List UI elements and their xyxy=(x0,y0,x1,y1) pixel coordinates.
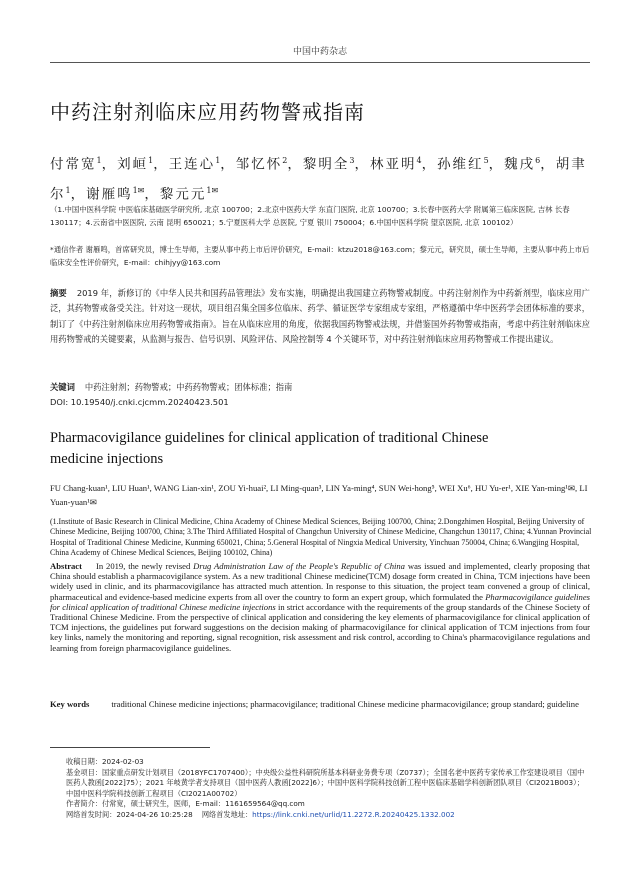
funding: 基金项目：国家重点研发计划项目（2018YFC1707400）；中央级公益性科研院所基本科研业务费专项（Z0737）；全国名老中医药专家传承工作室建设项目（国中医药人教函[2022]75）；2021 年岐黄学者支持项目（国中医药人教函[2022]6）；中国中医科学院科技创新工程中医临床基础学科创新团队项目（CI2021B003）；中国中医科学院科技创新工程项目（CI2021A00702） xyxy=(66,767,585,798)
chinese-author: 邹忆怀 xyxy=(235,156,283,173)
author-affiliation-mark: 3 xyxy=(349,156,355,165)
english-abstract-italic1: Drug Administration Law of the People's Republic of China xyxy=(193,561,405,571)
author-affiliation-mark: 1 xyxy=(96,156,102,165)
author-affiliation-mark: 4 xyxy=(416,156,422,165)
online-publication xyxy=(66,810,590,821)
author-affiliation-mark: 1 xyxy=(215,156,221,165)
chinese-author: 刘峘 xyxy=(117,156,149,173)
author-affiliation-mark: 1✉ xyxy=(132,185,145,195)
author-affiliation-mark: 1 xyxy=(148,156,154,165)
chinese-author: 孙维红 xyxy=(437,156,484,173)
english-abstract-part2: was issued and implemented, clearly proposing that China should establish a pharmacovigilance system. As a new traditional Chinese medicine(TCM) dosage form created in China, TCM injections have been widely used in clinic, and its pharmacovigilance has attracted much attention. In response to this situation, the project team convened a group of clinical, pharmaceutical and evidence-based medicine experts from all over the country to form an expert group, which formulated the xyxy=(50,561,591,602)
online-time: 2024-04-26 10:25:28 xyxy=(116,809,193,819)
chinese-author: 林亚明 xyxy=(369,156,417,173)
doi: DOI: 10.19540/j.cnki.cjcmm.20240423.501 xyxy=(50,397,229,407)
chinese-abstract xyxy=(50,286,590,347)
chinese-author-list xyxy=(50,148,595,207)
author-separator: ， xyxy=(101,156,118,173)
running-header: 中国中药杂志 xyxy=(292,47,347,57)
chinese-author: 王连心 xyxy=(168,156,216,173)
chinese-keywords-text: 中药注射剂；药物警戒；中药药物警戒；团体标准；指南 xyxy=(84,382,293,392)
chinese-keywords-label: 关键词 xyxy=(50,382,75,392)
english-abstract xyxy=(50,561,590,653)
english-abstract-part3: in strict accordance with the requirements of the group standards of the Chinese Society of Traditional Chinese Medicine. From the perspective of clinical application and considering the key elements of pharmacovigilance for clinical application of TCM injections, the guidelines put forward suggestions on the decision making of pharmacovigilance for clinical application of TCM injections from four key links, namely the monitoring and reporting, signal recognition, risk assessment and risk control, according to China's pharmacovigilance regulations and learning from foreign pharmacovigilance guidelines. xyxy=(50,601,590,653)
author-separator: ， xyxy=(220,156,236,173)
author-affiliation-mark: 1✉ xyxy=(206,185,219,195)
author-affiliation-mark: 1 xyxy=(65,185,71,195)
english-title: Pharmacovigilance guidelines for clinical application of traditional Chinese medicine injections xyxy=(50,430,489,467)
author-separator: ， xyxy=(144,186,160,202)
chinese-author: 胡聿尔 xyxy=(50,156,587,202)
english-keywords-text: traditional Chinese medicine injections; pharmacovigilance; traditional Chinese medicine pharmacovigilance; group standard; guideline xyxy=(111,699,579,709)
author-affiliation-mark: 6 xyxy=(535,156,541,165)
author-separator: ， xyxy=(153,156,169,173)
chinese-affiliations: （1.中国中医科学院 中医临床基础医学研究所, 北京 100700；2.北京中医药大学 东直门医院, 北京 100700；3.长春中医药大学 附属第三临床医院, 吉林 长春 130117；4.云南省中医医院, 云南 昆明 650021；5.宁夏医科大学 总医院, 宁夏 银川 750004；6.中国中医科学院 望京医院, 北京 100102） xyxy=(50,205,570,227)
english-keywords-label: Key words xyxy=(50,699,90,709)
english-keywords xyxy=(50,699,590,710)
author-separator: ， xyxy=(540,156,556,173)
chinese-abstract-label: 摘要 xyxy=(50,288,67,298)
english-affiliations: (1.Institute of Basic Research in Clinical Medicine, China Academy of Chinese Medical Sciences, Beijing 100700, China; 2.Dongzhimen Hospital, Beijing University of Chinese Medicine, Beijing 100700, China; 3.The Third Affiliated Hospital of Changchun University of Chinese Medicine, Changchun 130117, China; 4.Yunnan Provincial Hospital of Traditional Chinese Medicine, Kunming 650021, China; 5.General Hospital of Ningxia Medical University, Yinchuan 750004, China; 6.Wangjing Hospital, China Academy of Chinese Medical Sciences, Beijing 100102, China) xyxy=(50,517,592,558)
chinese-author: 谢雁鸣 xyxy=(86,186,133,202)
author-separator: ， xyxy=(488,156,505,173)
chinese-abstract-text: 2019 年，新修订的《中华人民共和国药品管理法》发布实施，明确提出我国建立药物警戒制度。中药注射剂作为中药新剂型，临床应用广泛，其药物警戒备受关注。针对这一现状，项目组召集全国多位临床、药学、循证医学专家组成专家组，严格遵循中华中医药学会团体标准的要求，制订了《中药注射剂临床应用药物警戒指南》。旨在从临床应用的角度，依据我国药物警戒法规，并借鉴国外药物警戒指南，考虑中药注射剂临床应用药物警戒的关键要素，从监测与报告、信号识别、风险评估、风险控制等 4 个关键环节，对中药注射剂临床应用药物警戒工作提出建议。 xyxy=(50,288,590,344)
online-url-link[interactable]: https://link.cnki.net/urlid/11.2272.R.20240425.1332.002 xyxy=(252,809,455,819)
author-affiliation-mark: 5 xyxy=(483,156,489,165)
chinese-keywords xyxy=(50,380,590,394)
footnotes xyxy=(66,757,590,821)
corresponding-authors: *通信作者 谢雁鸣，首席研究员，博士生导师，主要从事中药上市后评价研究，E-mail：ktzu2018@163.com；黎元元，研究员，硕士生导师，主要从事中药上市后临床安全性评价研究，E-mail：chihjyy@163.com xyxy=(50,245,590,267)
footnote-rule xyxy=(50,747,210,748)
english-abstract-label: Abstract xyxy=(50,561,82,571)
header-rule xyxy=(50,62,590,63)
chinese-author: 黎明全 xyxy=(302,156,350,173)
online-url-label: 网络首发地址： xyxy=(201,809,253,819)
chinese-title: 中药注射剂临床应用药物警戒指南 xyxy=(50,100,365,124)
received-date: 收稿日期：2024-02-03 xyxy=(66,757,144,766)
english-abstract-italic2: Pharmacovigilance guidelines for clinical application of traditional Chinese medicine injections xyxy=(50,591,590,612)
online-time-label: 网络首发时间： xyxy=(66,809,117,819)
chinese-author: 付常宽 xyxy=(50,156,97,173)
author-separator: ， xyxy=(287,156,303,173)
english-author-list: FU Chang-kuan¹, LIU Huan¹, WANG Lian-xin¹, ZOU Yi-huai², LI Ming-quan³, LIN Ya-ming⁴, SUN Wei-hong⁵, WEI Xu⁶, HU Yu-er¹, XIE Yan-ming¹✉, LI Yuan-yuan¹✉ xyxy=(50,483,588,507)
author-separator: ， xyxy=(421,156,438,173)
chinese-author: 黎元元 xyxy=(159,186,207,202)
author-separator: ， xyxy=(354,156,370,173)
author-intro: 作者简介：付常宽，硕士研究生，医师，E-mail：1161659564@qq.com xyxy=(66,799,305,809)
english-abstract-part1: In 2019, the newly revised xyxy=(95,561,194,571)
author-separator: ， xyxy=(70,186,87,202)
author-affiliation-mark: 2 xyxy=(282,156,288,165)
chinese-author: 魏戌 xyxy=(504,156,536,173)
